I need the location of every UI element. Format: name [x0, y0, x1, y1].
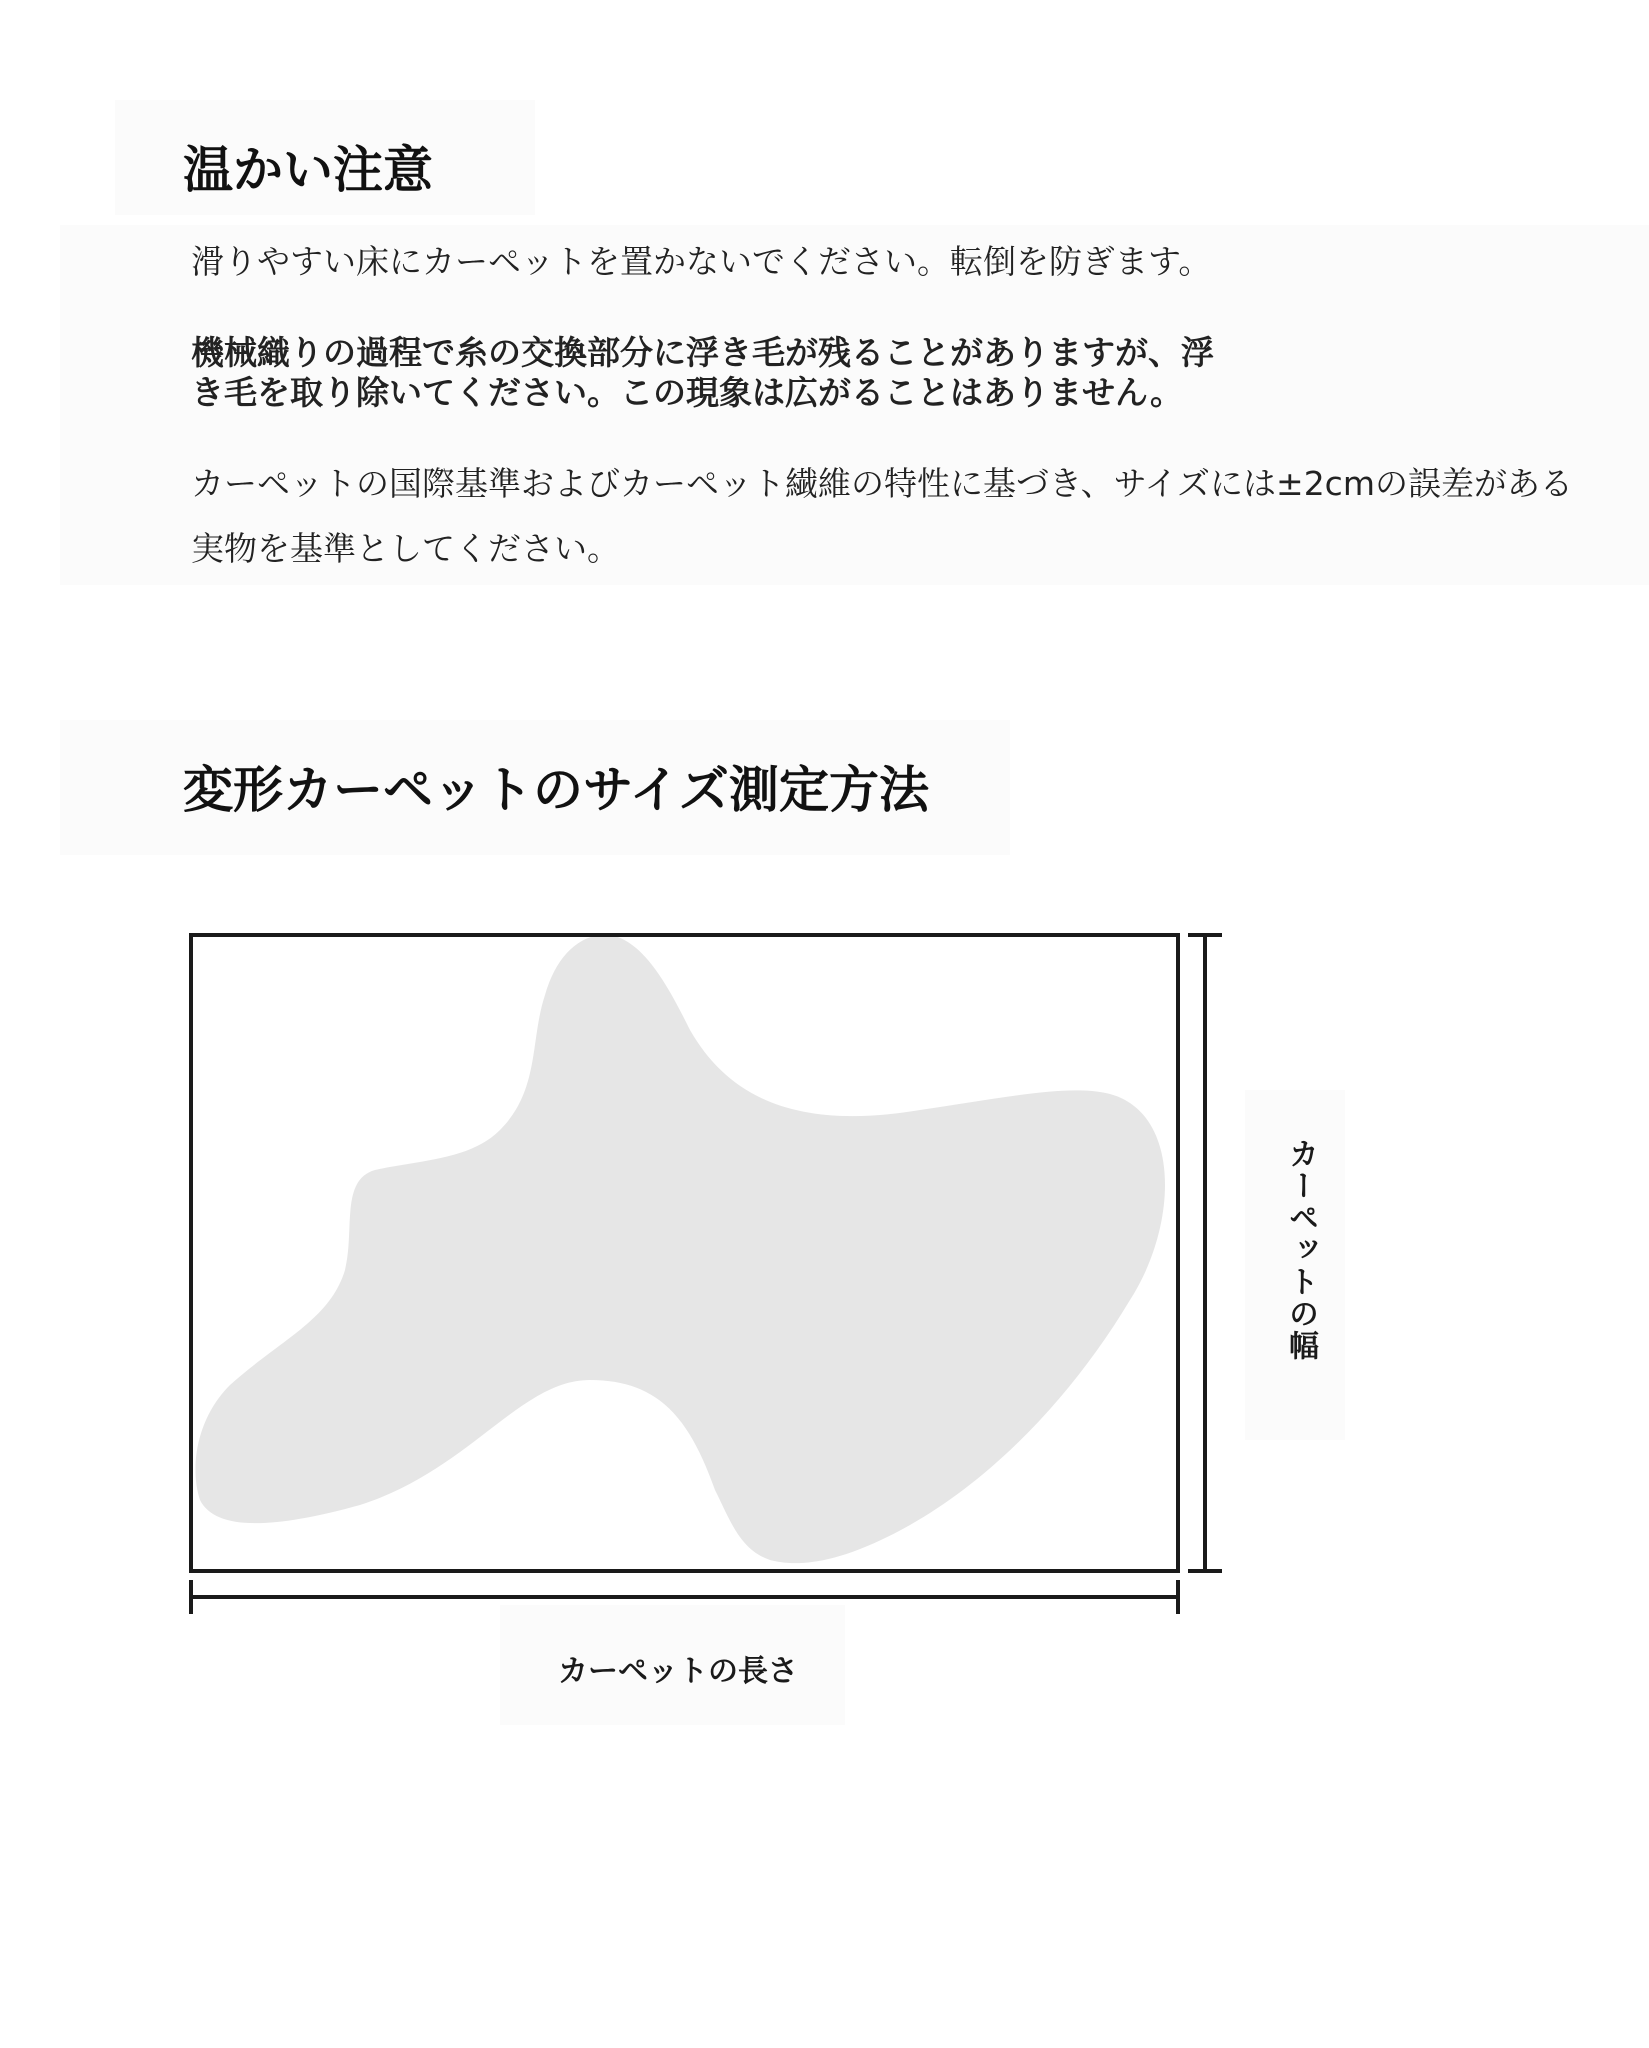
notice-item-loose-threads-line1: 機械織りの過程で糸の交換部分に浮き毛が残ることがありますが、浮 [191, 333, 1214, 372]
carpet-shape [195, 935, 1165, 1563]
carpet-width-label: カーペットの幅 [1283, 1138, 1318, 1362]
notice-item-slippery-floor: 滑りやすい床にカーペットを置かないでください。転倒を防ぎます。 [191, 242, 1212, 281]
notice-item-loose-threads-line2: き毛を取り除いてください。この現象は広がることはありません。 [191, 373, 1183, 412]
notice-title: 温かい注意 [183, 141, 433, 199]
notice-item-size-tolerance-line2: 実物を基準としてください。 [191, 529, 620, 568]
measure-title: 変形カーペットのサイズ測定方法 [183, 761, 929, 819]
carpet-length-label: カーペットの長さ [558, 1654, 798, 1689]
notice-item-size-tolerance-line1: カーペットの国際基準およびカーペット繊維の特性に基づき、サイズには±2cmの誤差がある [191, 464, 1573, 503]
